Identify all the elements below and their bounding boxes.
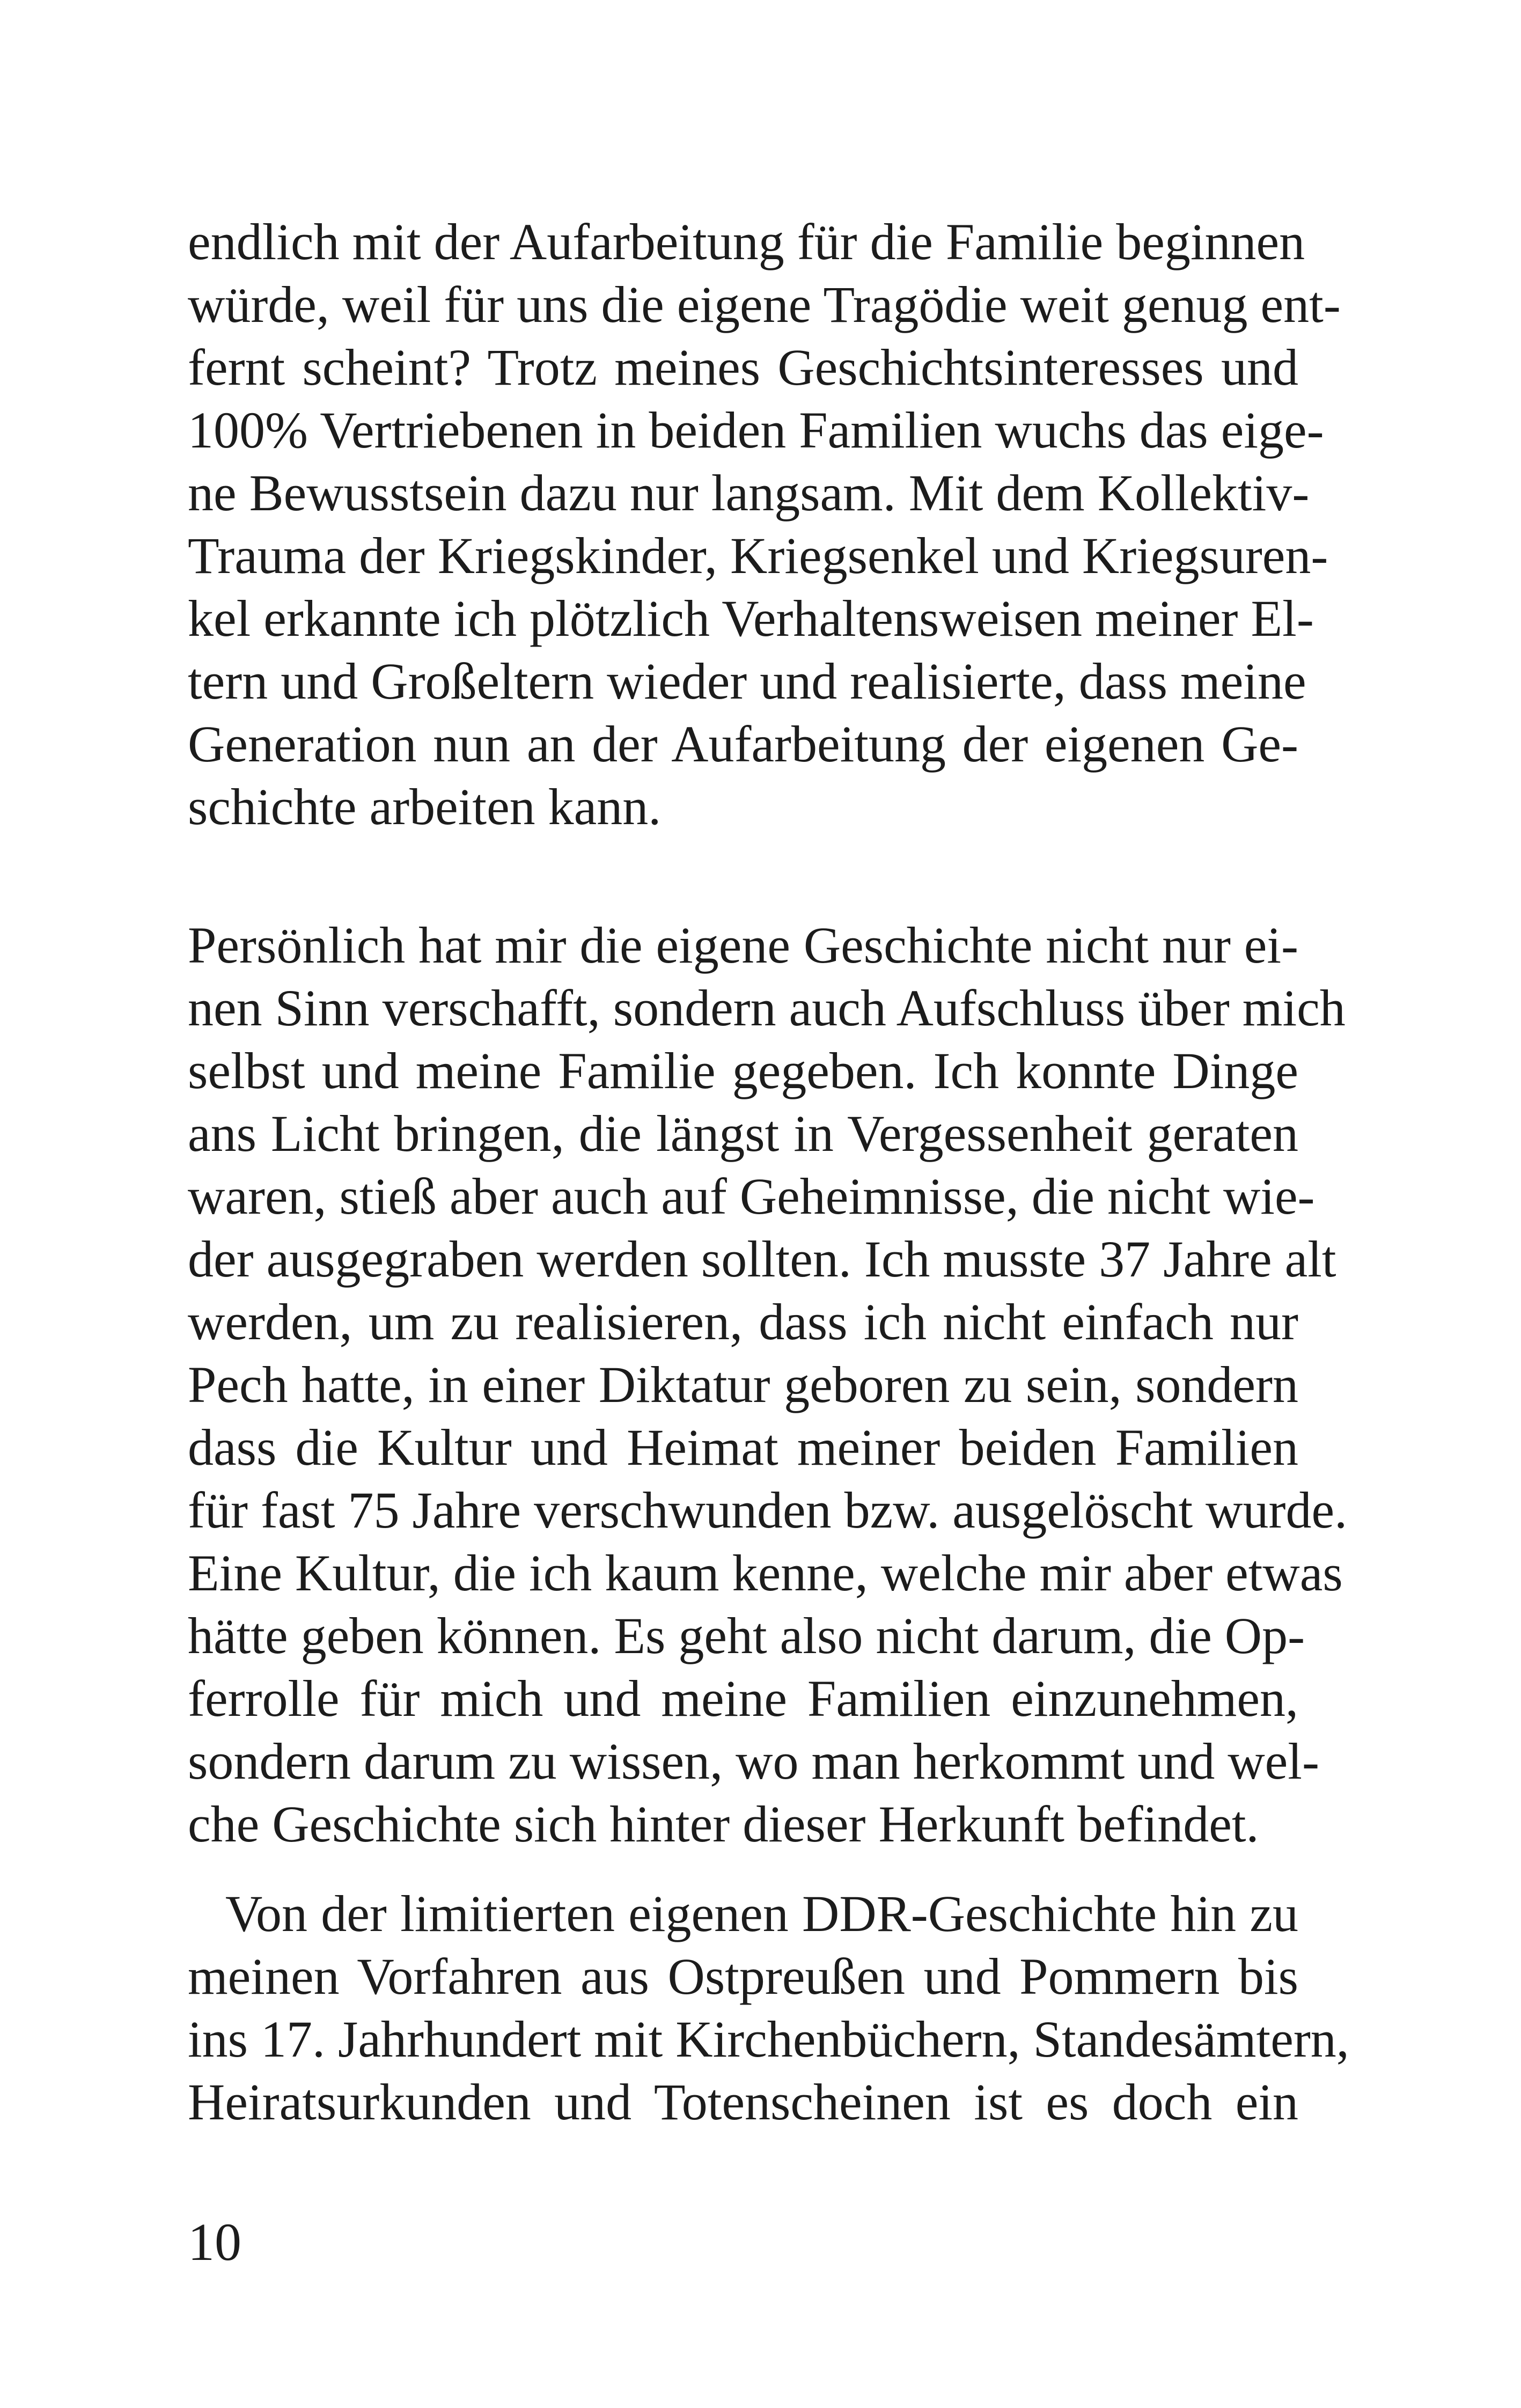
paragraph-2 xyxy=(188,914,1348,1855)
text-line: ferrolle für mich und meine Familien einzunehmen, xyxy=(188,1670,1298,1727)
text-line: ne Bewusstsein dazu nur langsam. Mit dem Kollektiv- xyxy=(188,464,1310,522)
text-line: ins 17. Jahrhundert mit Kirchenbüchern, Standesämtern, xyxy=(188,2010,1349,2068)
text-line: schichte arbeiten kann. xyxy=(188,778,662,835)
text-line: waren, stieß aber auch auf Geheimnisse, die nicht wie- xyxy=(188,1168,1315,1225)
text-line: dass die Kultur und Heimat meiner beiden Familien xyxy=(188,1419,1298,1476)
text-line: sondern darum zu wissen, wo man herkommt und wel- xyxy=(188,1732,1319,1790)
text-line: Von der limitierten eigenen DDR-Geschichte hin zu xyxy=(225,1885,1298,1942)
paragraph-3 xyxy=(188,1882,1349,2133)
text-line: ans Licht bringen, die längst in Vergessenheit geraten xyxy=(188,1105,1298,1162)
text-line: endlich mit der Aufarbeitung für die Familie beginnen xyxy=(188,213,1305,270)
text-line: würde, weil für uns die eigene Tragödie weit genug ent- xyxy=(188,276,1341,333)
text-line: der ausgegraben werden sollten. Ich musste 37 Jahre alt xyxy=(188,1230,1336,1288)
paragraph-1 xyxy=(188,210,1341,838)
page-number: 10 xyxy=(188,2212,241,2272)
text-line: Trauma der Kriegskinder, Kriegsenkel und Kriegsuren- xyxy=(188,527,1328,584)
text-line: werden, um zu realisieren, dass ich nicht einfach nur xyxy=(188,1293,1298,1350)
text-line: Generation nun an der Aufarbeitung der eigenen Ge- xyxy=(188,715,1298,773)
text-line: selbst und meine Familie gegeben. Ich konnte Dinge xyxy=(188,1042,1298,1099)
text-line: meinen Vorfahren aus Ostpreußen und Pommern bis xyxy=(188,1948,1298,2005)
text-line: nen Sinn verschafft, sondern auch Aufschluss über mich xyxy=(188,979,1346,1037)
text-line: Persönlich hat mir die eigene Geschichte nicht nur ei- xyxy=(188,916,1298,974)
text-line: che Geschichte sich hinter dieser Herkunft befindet. xyxy=(188,1795,1259,1853)
text-line: Pech hatte, in einer Diktatur geboren zu sein, sondern xyxy=(188,1356,1298,1413)
text-line: für fast 75 Jahre verschwunden bzw. ausgelöscht wurde. xyxy=(188,1481,1348,1539)
text-line: tern und Großeltern wieder und realisierte, dass meine xyxy=(188,652,1306,710)
text-line: hätte geben können. Es geht also nicht darum, die Op- xyxy=(188,1607,1305,1664)
text-line: Eine Kultur, die ich kaum kenne, welche mir aber etwas xyxy=(188,1544,1343,1602)
text-line: fernt scheint? Trotz meines Geschichtsinteresses und xyxy=(188,339,1298,396)
text-line: 100% Vertriebenen in beiden Familien wuchs das eige- xyxy=(188,401,1324,459)
text-line: Heiratsurkunden und Totenscheinen ist es doch ein xyxy=(188,2073,1298,2131)
text-line: kel erkannte ich plötzlich Verhaltensweisen meiner El- xyxy=(188,590,1314,647)
